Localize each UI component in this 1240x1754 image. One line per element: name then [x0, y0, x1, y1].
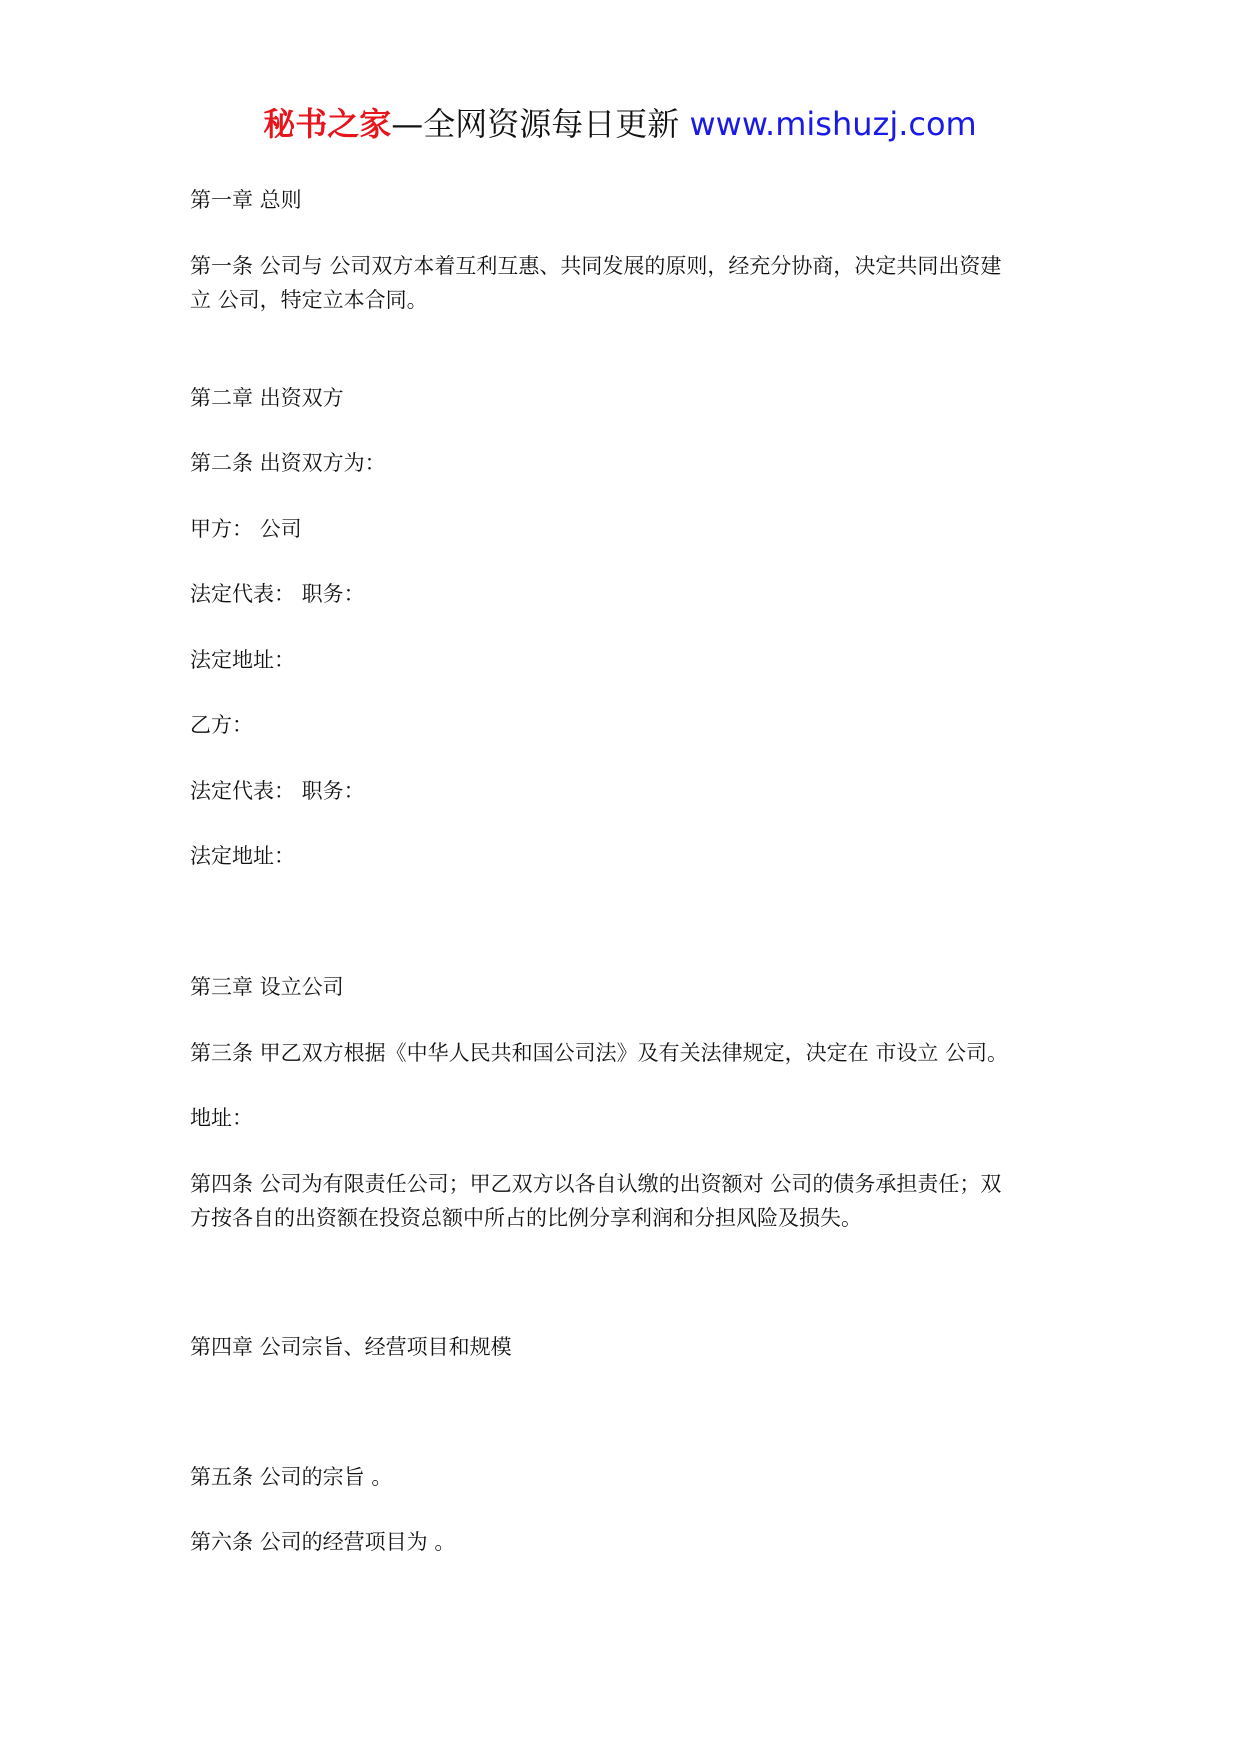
article-4-line-2: 方按各自的出资额在投资总额中所占的比例分享利润和分担风险及损失。 — [190, 1206, 862, 1230]
site-url-link[interactable]: www.mishuzj.com — [689, 105, 977, 143]
chapter-2-heading: 第二章 出资双方 — [190, 386, 344, 410]
party-b-address: 法定地址： — [190, 844, 295, 868]
brand-name: 秘书之家 — [263, 105, 392, 143]
article-6-text: 第六条 公司的经营项目为 。 — [190, 1530, 456, 1554]
article-1-line-2: 立 公司，特定立本合同。 — [190, 288, 428, 312]
party-b-line: 乙方： — [190, 713, 253, 737]
article-1-line-1: 第一条 公司与 公司双方本着互利互惠、共同发展的原则，经充分协商，决定共同出资建 — [190, 254, 1002, 278]
party-a-address: 法定地址： — [190, 648, 295, 672]
banner-slogan: —全网资源每日更新 — [391, 105, 680, 143]
chapter-3-heading: 第三章 设立公司 — [190, 975, 344, 999]
party-a-representative: 法定代表： 职务： — [190, 582, 365, 606]
article-2-text: 第二条 出资双方为： — [190, 451, 386, 475]
chapter-4-heading: 第四章 公司宗旨、经营项目和规模 — [190, 1335, 512, 1359]
chapter-1-heading: 第一章 总则 — [190, 188, 302, 212]
site-banner — [0, 100, 1240, 148]
party-b-representative: 法定代表： 职务： — [190, 779, 365, 803]
article-5-text: 第五条 公司的宗旨 。 — [190, 1465, 393, 1489]
article-3-text: 第三条 甲乙双方根据《中华人民共和国公司法》及有关法律规定，决定在 市设立 公司。 — [190, 1041, 1009, 1065]
company-address: 地址： — [190, 1106, 253, 1130]
party-a-line: 甲方： 公司 — [190, 517, 302, 541]
article-4-line-1: 第四条 公司为有限责任公司；甲乙双方以各自认缴的出资额对 公司的债务承担责任；双 — [190, 1172, 1002, 1196]
